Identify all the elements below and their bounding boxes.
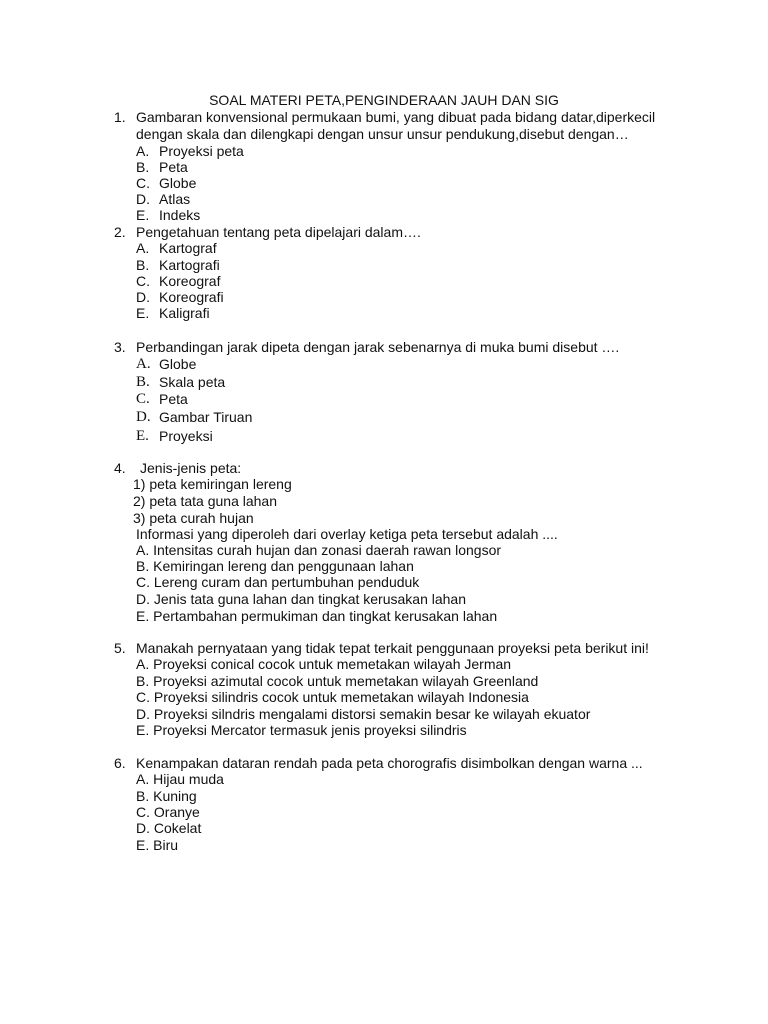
option-letter: D.	[136, 191, 150, 207]
question-number: 4.	[114, 460, 126, 476]
question-number: 2.	[114, 224, 126, 240]
option-text: Proyeksi	[159, 428, 213, 444]
question-text: dengan skala dan dilengkapi dengan unsur unsur pendukung,disebut dengan…	[136, 126, 629, 142]
option-text: C. Proyeksi silindris cocok untuk memetakan wilayah Indonesia	[136, 689, 529, 705]
list-item-text: 2) peta tata guna lahan	[133, 493, 278, 509]
option-text: Atlas	[159, 191, 191, 207]
option-text: Peta	[159, 391, 188, 407]
option-text: D. Cokelat	[136, 820, 202, 836]
page-title: SOAL MATERI PETA,PENGINDERAAN JAUH DAN SIG	[209, 92, 559, 108]
option-letter: E.	[136, 207, 150, 223]
option-text: Gambar Tiruan	[159, 409, 253, 425]
option-text: B. Kemiringan lereng dan penggunaan lahan	[136, 558, 414, 574]
question-number: 6.	[114, 755, 126, 771]
list-item-text: 1) peta kemiringan lereng	[133, 476, 292, 492]
option-letter: D.	[136, 409, 151, 425]
option-text: Globe	[159, 356, 197, 372]
option-text: B. Kuning	[136, 788, 197, 804]
option-text: Indeks	[159, 207, 201, 223]
option-text: E. Biru	[136, 837, 179, 853]
option-letter: C.	[136, 391, 150, 407]
question-text: Perbandingan jarak dipeta dengan jarak sebenarnya di muka bumi disebut ….	[136, 339, 620, 355]
question-text: Pengetahuan tentang peta dipelajari dalam….	[136, 224, 421, 240]
option-letter: A.	[136, 356, 151, 372]
option-text: C. Lereng curam dan pertumbuhan penduduk	[136, 574, 420, 590]
option-text: Kaligrafi	[159, 305, 210, 321]
option-letter: B.	[136, 257, 150, 273]
option-letter: C.	[136, 273, 150, 289]
option-text: Koreograf	[159, 273, 221, 289]
option-text: E. Proyeksi Mercator termasuk jenis proyeksi silindris	[136, 722, 467, 738]
option-text: Proyeksi peta	[159, 143, 244, 159]
option-text: B. Proyeksi azimutal cocok untuk memetakan wilayah Greenland	[136, 673, 539, 689]
option-text: C. Oranye	[136, 804, 200, 820]
question-number: 3.	[114, 339, 126, 355]
option-text: Peta	[159, 159, 188, 175]
option-text: A. Proyeksi conical cocok untuk memetakan wilayah Jerman	[136, 656, 512, 672]
option-letter: E.	[136, 428, 149, 444]
option-text: D. Jenis tata guna lahan dan tingkat kerusakan lahan	[136, 591, 467, 607]
question-text: Kenampakan dataran rendah pada peta chorografis disimbolkan dengan warna ...	[136, 755, 643, 771]
question-text: Manakah pernyataan yang tidak tepat terkait penggunaan proyeksi peta berikut ini!	[136, 640, 649, 656]
question-number: 1.	[114, 109, 126, 125]
question-text: Informasi yang diperoleh dari overlay ketiga peta tersebut adalah ....	[136, 526, 558, 542]
question-number: 5.	[114, 640, 126, 656]
option-letter: D.	[136, 289, 150, 305]
option-letter: A.	[136, 240, 150, 256]
option-letter: B.	[136, 374, 150, 390]
option-text: E. Pertambahan permukiman dan tingkat kerusakan lahan	[136, 608, 498, 624]
option-text: A. Intensitas curah hujan dan zonasi daerah rawan longsor	[136, 542, 502, 558]
option-text: Skala peta	[159, 374, 226, 390]
option-text: Koreografi	[159, 289, 224, 305]
list-item-text: 3) peta curah hujan	[133, 510, 254, 526]
option-text: A. Hijau muda	[136, 771, 224, 787]
option-letter: C.	[136, 175, 150, 191]
option-letter: B.	[136, 159, 150, 175]
option-letter: A.	[136, 143, 150, 159]
option-text: D. Proyeksi silndris mengalami distorsi semakin besar ke wilayah ekuator	[136, 706, 591, 722]
question-text: Gambaran konvensional permukaan bumi, yang dibuat pada bidang datar,diperkecil	[136, 109, 656, 125]
option-letter: E.	[136, 305, 150, 321]
option-text: Kartografi	[159, 257, 220, 273]
option-text: Kartograf	[159, 240, 217, 256]
question-text: Jenis-jenis peta:	[140, 460, 242, 476]
option-text: Globe	[159, 175, 197, 191]
